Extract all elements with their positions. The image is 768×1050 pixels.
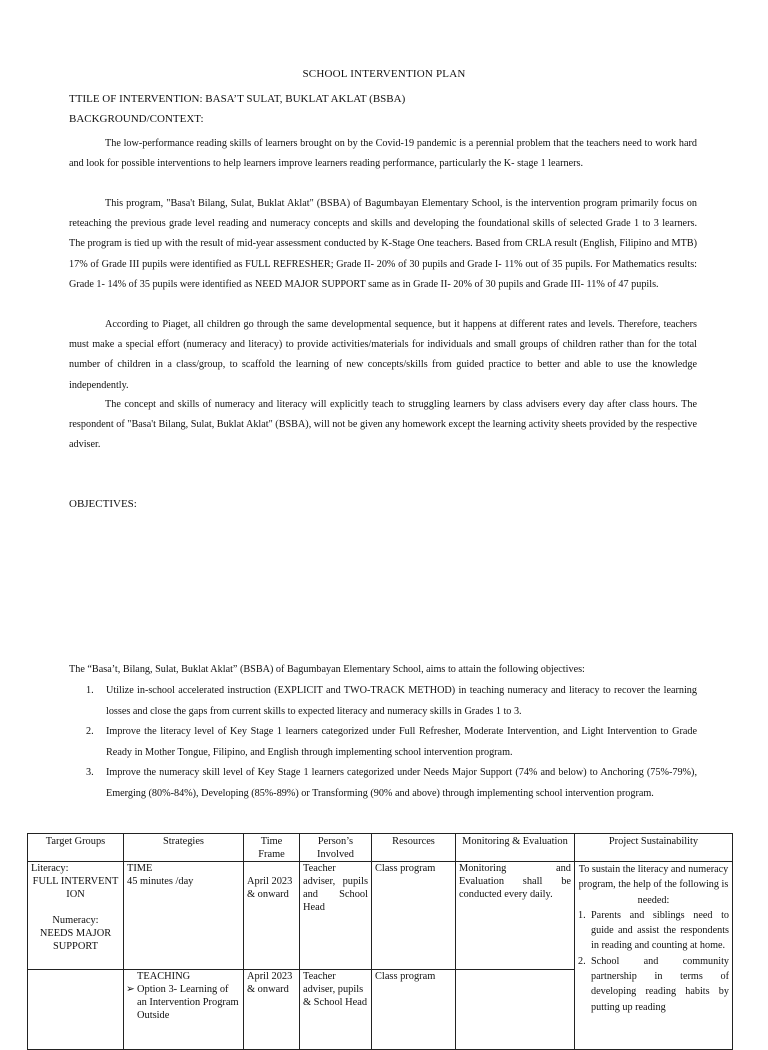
time-frame-value: April 2023 & onward [247,876,293,900]
sustainability-text: Parents and siblings need to guide and assist the respondents in reading and counting at home. [591,909,729,952]
objectives-heading: OBJECTIVES: [69,498,137,510]
background-paragraph-4: The concept and skills of numeracy and literacy will explicitly teach to struggling learners by class advisers every day after class hours. The respondent of "Basa't Bilang, Sulat, Buklat Aklat" (BSBA), will not be given any homework except the learning activity sheets provided by the respective adviser. [69,399,697,451]
strategy-detail: 45 minutes /day [127,876,194,887]
header-time-frame: Time Frame [244,834,300,862]
objective-item [69,722,697,763]
objectives-intro: The “Basa’t, Bilang, Sulat, Buklat Aklat” (BSBA) of Bagumbayan Elementary School, aims to attain the following objectives: [69,664,585,675]
cell-monitoring: Monitoring and Evaluation shall be conducted every daily. [456,862,575,970]
sustainability-text: School and community partnership in terms of developing reading habits by putting up reading [591,955,729,1013]
objectives-list [69,681,697,804]
objective-number: 2. [86,726,94,737]
header-resources: Resources [372,834,456,862]
table-header-row [28,834,733,862]
cell-strategies [124,862,244,970]
sustainability-item [578,908,729,954]
strategy-option-item [127,983,240,1022]
sustainability-list [578,908,729,1015]
sustainability-number: 1. [578,909,586,921]
sustainability-item [578,954,729,1015]
header-persons-involved: Person’s Involved [300,834,372,862]
cell-persons-involved: Teacher adviser, pupils & School Head [300,970,372,1050]
header-target-groups: Target Groups [28,834,124,862]
cell-monitoring-empty [456,970,575,1050]
numeracy-label: Numeracy: [52,915,99,926]
objective-text: Improve the numeracy skill level of Key Stage 1 learners categorized under Needs Major Support (74% and below) to Anchoring (75%-79%), Emerging (80%-84%), Developing (85%-89%) or Transforming (90% and above) through implementing school intervention program. [106,767,697,799]
header-strategies: Strategies [124,834,244,862]
objective-item [69,681,697,722]
arrow-bullet-icon: ➢ [126,984,135,995]
header-project-sustainability: Project Sustainability [575,834,733,862]
sustainability-intro: To sustain the literacy and numeracy program, the help of the following is needed: [578,864,729,906]
background-paragraph-3: According to Piaget, all children go through the same developmental sequence, but it happens at different rates and levels. Therefore, teachers must make a special effort (numeracy and literacy) to provide activities/materials for individuals and small groups of children rather than for the total number of children in a class/group, to scaffold the learning of new concepts/skills from guided practice to better and able to use the knowledge independently. [69,319,697,391]
cell-resources: Class program [372,970,456,1050]
cell-time-frame [244,862,300,970]
strategy-title: TEACHING [137,971,191,982]
intervention-plan-table [27,833,733,1050]
objective-text: Improve the literacy level of Key Stage 1 learners categorized under Full Refresher, Moderate Intervention, and Light Intervention to Grade Ready in Mother Tongue, Filipino, and English through implementing school intervention program. [106,726,697,758]
background-paragraph-1: The low-performance reading skills of learners brought on by the Covid-19 pandemic is a perennial problem that the teachers need to work hard and look for possible interventions to help learners improve learners reading performance, particularly the K- stage 1 learners. [69,138,697,170]
literacy-label: Literacy: [31,863,69,874]
background-heading: BACKGROUND/CONTEXT: [69,113,204,125]
strategy-title: TIME [127,863,153,874]
sustainability-number: 2. [578,955,586,967]
cell-persons-involved: Teacher adviser, pupils and School Head [300,862,372,970]
numeracy-value: NEEDS MAJOR SUPPORT [39,928,112,952]
cell-strategies [124,970,244,1050]
objective-number: 3. [86,767,94,778]
objective-text: Utilize in-school accelerated instruction (EXPLICIT and TWO-TRACK METHOD) in teaching numeracy and literacy to recover the learning losses and close the gaps from current skills to expected literacy and numeracy skills in Grades 1 to 3. [106,685,697,717]
cell-time-frame: April 2023 & onward [244,970,300,1050]
cell-target-groups [28,862,124,970]
header-monitoring-evaluation: Monitoring & Evaluation [456,834,575,862]
background-paragraph-2: This program, "Basa't Bilang, Sulat, Buklat Aklat" (BSBA) of Bagumbayan Elementary School, is the intervention program primarily focus on reteaching the previous grade level reading and numeracy concepts and skills and developing the foundational skills of selected Grade 1 to 3 learners. The program is tied up with the result of mid-year assessment conducted by K-Stage One teachers. Based from CRLA result (English, Filipino and MTB) 17% of Grade III pupils were identified as FULL REFRESHER; Grade II- 20% of 30 pupils and Grade I- 11% out of 35 pupils. For Mathematics results: Grade 1- 14% of 35 pupils were identified as NEED MAJOR SUPPORT same as in Grade II- 20% of 30 pupils and Grade III- 11% of 47 pupils. [69,198,697,290]
objective-item [69,763,697,804]
cell-target-groups-empty [28,970,124,1050]
table-row [28,862,733,970]
literacy-value: FULL INTERVENTION [32,876,119,900]
objective-number: 1. [86,685,94,696]
document-title: SCHOOL INTERVENTION PLAN [302,68,466,80]
intervention-title: TTILE OF INTERVENTION: BASA’T SULAT, BUKLAT AKLAT (BSBA) [69,93,406,105]
cell-project-sustainability [575,862,733,1050]
strategy-option: Option 3- Learning of an Intervention Program Outside [137,984,239,1021]
cell-resources: Class program [372,862,456,970]
